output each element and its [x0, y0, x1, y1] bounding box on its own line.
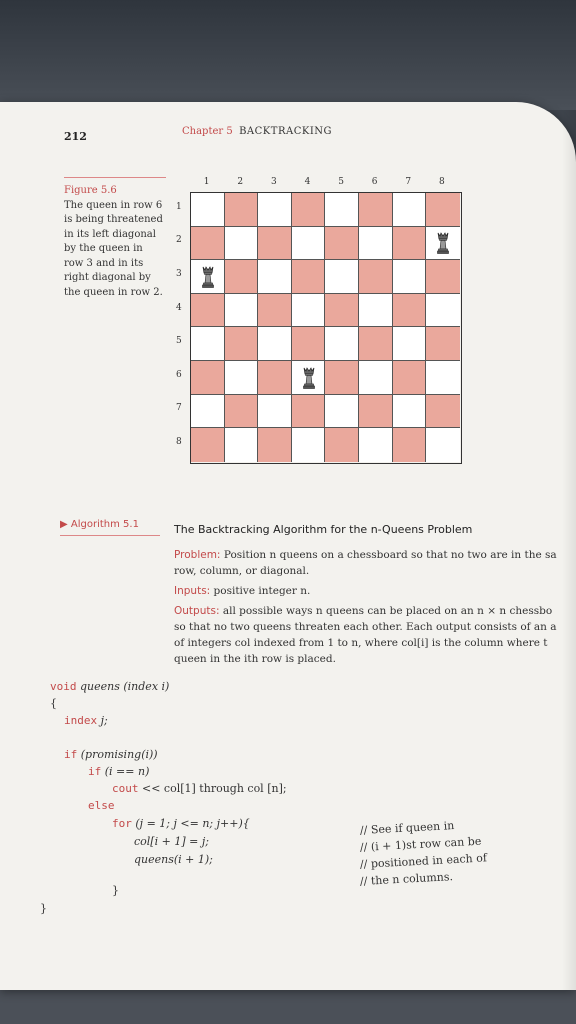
- code-close-outer: }: [40, 902, 47, 915]
- board-square: [426, 428, 460, 462]
- code-keyword: if: [88, 765, 102, 778]
- board-square: [258, 193, 292, 227]
- queen-icon: [302, 366, 316, 390]
- board-square: [292, 327, 326, 361]
- board-square: [359, 395, 393, 429]
- board-square: [426, 294, 460, 328]
- row-label: 3: [176, 269, 182, 279]
- code-function: queens: [80, 680, 120, 693]
- board-square: [292, 395, 326, 429]
- inputs-label: Inputs:: [174, 585, 211, 597]
- board-square: [426, 395, 460, 429]
- row-label: 2: [176, 235, 182, 246]
- board-square: [292, 193, 326, 227]
- board-square: [325, 361, 359, 395]
- row-label: 6: [176, 369, 182, 380]
- code-line-if2: [88, 765, 149, 778]
- board-square: [225, 227, 259, 261]
- board-square: [325, 327, 359, 361]
- problem-line: row, column, or diagonal.: [174, 565, 310, 577]
- code-line-call: queens(i + 1);: [134, 853, 213, 866]
- outputs-line: so that no two queens threaten each other. Each output consists of an a: [174, 621, 557, 633]
- board-square: [359, 227, 393, 261]
- column-label: 2: [237, 177, 244, 187]
- board-square: [191, 294, 225, 328]
- algorithm-title: The Backtracking Algorithm for the n-Queens Problem: [174, 523, 473, 536]
- board-square: [325, 428, 359, 462]
- queen-icon: [436, 231, 450, 255]
- board-square: [393, 260, 427, 294]
- row-label: 7: [176, 403, 182, 414]
- board-square: [292, 294, 326, 328]
- column-label: 5: [338, 177, 344, 187]
- board-square: [225, 327, 259, 361]
- column-label: 6: [371, 177, 378, 187]
- problem-text: Position n queens on a chessboard so that no two are in the sa: [223, 549, 557, 561]
- board-square: [258, 227, 292, 261]
- column-label: 3: [271, 177, 277, 187]
- code-line-assign: col[i + 1] = j;: [134, 835, 209, 848]
- inputs-text: positive integer n.: [213, 585, 311, 597]
- problem-line: [174, 547, 566, 563]
- inputs-line: [174, 583, 566, 599]
- background-top: [0, 0, 576, 110]
- board-square: [225, 260, 259, 294]
- column-label: 7: [405, 177, 412, 187]
- code-comment: // positioned in each of: [359, 851, 488, 871]
- board-square: [393, 294, 427, 328]
- code-keyword: else: [88, 799, 115, 812]
- board-square: [393, 428, 427, 462]
- background-bottom: [0, 985, 576, 1024]
- problem-label: Problem:: [174, 549, 221, 561]
- board-square: [325, 193, 359, 227]
- code-expr: (i == n): [104, 765, 150, 778]
- caption-rule: [64, 177, 166, 178]
- outputs-label: Outputs:: [174, 605, 220, 617]
- board-square: [258, 361, 292, 395]
- outputs-line: [174, 603, 566, 619]
- board-square: [393, 361, 427, 395]
- board-square: [258, 294, 292, 328]
- board-square: [258, 395, 292, 429]
- board-square: [393, 327, 427, 361]
- board-square: [359, 260, 393, 294]
- code-comment: // (i + 1)st row can be: [359, 834, 482, 854]
- code-close-inner: }: [112, 884, 119, 897]
- chapter-label: Chapter 5: [182, 126, 233, 137]
- board-square: [292, 227, 326, 261]
- chapter-title: BACKTRACKING: [239, 126, 333, 137]
- code-var: j;: [100, 714, 108, 727]
- figure-title: Figure 5.6: [64, 185, 117, 196]
- board-square: [191, 395, 225, 429]
- board-square: [426, 361, 460, 395]
- board-square: [359, 327, 393, 361]
- board-square: [191, 361, 225, 395]
- board-square: [393, 193, 427, 227]
- board-square: [225, 428, 259, 462]
- code-line-for: [112, 817, 250, 830]
- code-comment: // See if queen in: [359, 819, 455, 837]
- board-square: [292, 428, 326, 462]
- outputs-line: of integers col indexed from 1 to n, where col[i] is the column where t: [174, 637, 548, 649]
- code-line-signature: [50, 680, 169, 693]
- code-line-if1: [64, 748, 158, 761]
- algorithm-tag: ▶ Algorithm 5.1: [60, 519, 139, 530]
- code-expr: (promising(i)): [80, 748, 158, 761]
- board-square: [426, 260, 460, 294]
- outputs-text: all possible ways n queens can be placed on an n × n chessbo: [222, 605, 553, 617]
- board-square: [225, 294, 259, 328]
- code-open-brace: {: [50, 697, 57, 710]
- caption-line: the queen in row 2.: [64, 286, 163, 298]
- board-square: [225, 193, 259, 227]
- board-square: [359, 428, 393, 462]
- code-expr: (j = 1; j <= n; j++){: [135, 817, 250, 830]
- queen-icon: [201, 265, 215, 289]
- board-square: [258, 327, 292, 361]
- code-keyword: void: [50, 680, 77, 693]
- chapter-header: [182, 126, 332, 137]
- board-square: [191, 227, 225, 261]
- code-line-cout: [112, 782, 287, 795]
- caption-line: right diagonal by: [64, 272, 151, 283]
- code-keyword: for: [112, 817, 132, 830]
- code-keyword: if: [64, 748, 78, 761]
- row-label: 8: [176, 437, 182, 447]
- algorithm-rule: [60, 535, 160, 536]
- column-label: 8: [439, 177, 445, 187]
- row-label: 4: [176, 302, 182, 313]
- board-square: [258, 260, 292, 294]
- column-label: 1: [203, 177, 210, 187]
- board-square: [325, 294, 359, 328]
- code-line-else: [88, 799, 115, 812]
- board-square: [393, 227, 427, 261]
- board-square: [325, 227, 359, 261]
- caption-line: in its left diagonal: [64, 228, 156, 240]
- board-square: [225, 395, 259, 429]
- figure-caption: [64, 184, 174, 300]
- code-line-decl: [64, 714, 108, 727]
- caption-line: row 3 and in its: [64, 257, 144, 269]
- board-square: [325, 260, 359, 294]
- outputs-line: queen in the ith row is placed.: [174, 653, 336, 665]
- code-param: (index i): [123, 680, 170, 693]
- code-keyword: cout: [112, 782, 139, 795]
- row-label: 1: [176, 201, 182, 212]
- board-square: [426, 327, 460, 361]
- code-expr: << col[1] through col [n];: [142, 782, 287, 795]
- code-comment: // the n columns.: [359, 870, 454, 888]
- board-square: [225, 361, 259, 395]
- row-label: 5: [176, 336, 182, 347]
- board-square: [258, 428, 292, 462]
- caption-line: The queen in row 6: [64, 199, 163, 211]
- code-keyword: index: [64, 714, 98, 727]
- board-square: [359, 193, 393, 227]
- caption-line: is being threatened: [64, 214, 163, 225]
- chessboard: [190, 192, 462, 464]
- caption-line: by the queen in: [64, 243, 143, 254]
- board-square: [359, 294, 393, 328]
- board-square: [191, 428, 225, 462]
- board-square: [325, 395, 359, 429]
- column-label: 4: [304, 177, 311, 187]
- page-number: 212: [64, 130, 87, 143]
- board-square: [359, 361, 393, 395]
- board-square: [426, 193, 460, 227]
- board-square: [393, 395, 427, 429]
- board-square: [191, 193, 225, 227]
- board-square: [191, 327, 225, 361]
- board-square: [292, 260, 326, 294]
